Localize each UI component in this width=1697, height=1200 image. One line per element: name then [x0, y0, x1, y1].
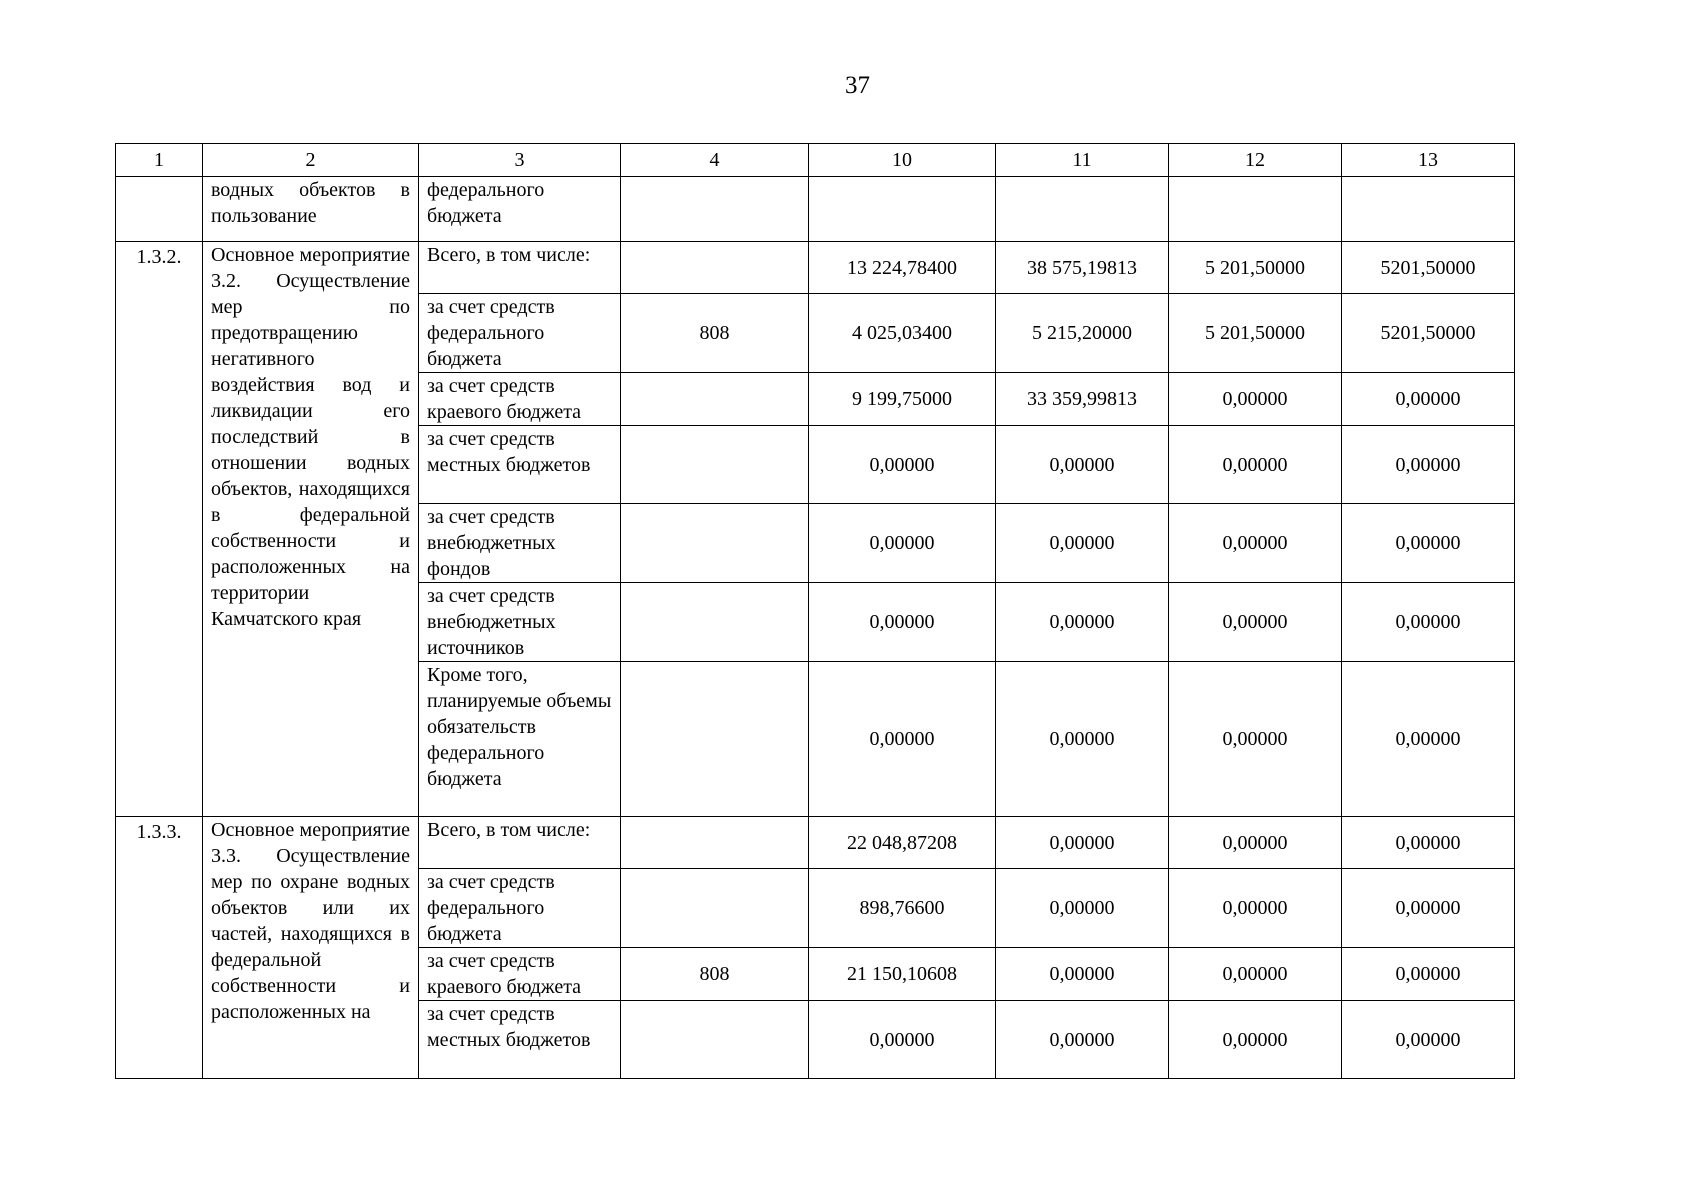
funding-source-cell: за счет средств местных бюджетов — [419, 1001, 621, 1079]
value-cell: 0,00000 — [1342, 662, 1515, 817]
code-cell — [621, 1001, 809, 1079]
funding-source-cell: Кроме того, планируемые объемы обязательств федерального бюджета — [419, 662, 621, 817]
value-cell: 0,00000 — [996, 426, 1169, 504]
funding-source-cell: за счет средств краевого бюджета — [419, 948, 621, 1001]
value-cell: 0,00000 — [1342, 373, 1515, 426]
page-number: 37 — [845, 72, 870, 99]
value-cell: 5 201,50000 — [1169, 242, 1342, 294]
header-cell: 1 — [116, 144, 203, 177]
measure-name-cell: Основное мероприятие 3.2. Осуществление мер по предотвращению негативного воздействия вод и ликвидации его последствий в отношении водных объектов, находящихся в федеральной собственности и расположенных на территории Камчатского края — [203, 242, 419, 817]
value-cell: 0,00000 — [1342, 817, 1515, 869]
value-cell: 0,00000 — [809, 426, 996, 504]
value-cell: 0,00000 — [1169, 817, 1342, 869]
header-cell: 13 — [1342, 144, 1515, 177]
value-cell: 21 150,10608 — [809, 948, 996, 1001]
code-cell — [621, 373, 809, 426]
measure-name-cell: Основное мероприятие 3.3. Осуществление мер по охране водных объектов или их частей, находящихся в федеральной собственности и расположенных на — [203, 817, 419, 1079]
value-cell: 0,00000 — [809, 583, 996, 662]
measure-name-cell: водных объектов в пользование — [203, 177, 419, 242]
code-cell — [621, 869, 809, 948]
value-cell: 0,00000 — [1169, 426, 1342, 504]
value-cell: 0,00000 — [1342, 1001, 1515, 1079]
value-cell: 0,00000 — [1169, 662, 1342, 817]
header-cell: 4 — [621, 144, 809, 177]
value-cell: 5 215,20000 — [996, 294, 1169, 373]
value-cell — [996, 177, 1169, 242]
value-cell: 0,00000 — [1342, 504, 1515, 583]
header-cell: 2 — [203, 144, 419, 177]
value-cell: 13 224,78400 — [809, 242, 996, 294]
value-cell: 5201,50000 — [1342, 242, 1515, 294]
value-cell: 0,00000 — [1169, 583, 1342, 662]
value-cell — [1169, 177, 1342, 242]
value-cell: 0,00000 — [1169, 948, 1342, 1001]
value-cell: 0,00000 — [809, 504, 996, 583]
code-cell — [621, 583, 809, 662]
row-number-cell: 1.3.2. — [116, 242, 203, 817]
funding-source-cell: за счет средств федерального бюджета — [419, 869, 621, 948]
funding-source-cell: за счет средств местных бюджетов — [419, 426, 621, 504]
funding-source-cell: за счет средств внебюджетных фондов — [419, 504, 621, 583]
value-cell: 0,00000 — [809, 662, 996, 817]
value-cell: 0,00000 — [996, 662, 1169, 817]
value-cell: 0,00000 — [1169, 373, 1342, 426]
value-cell: 9 199,75000 — [809, 373, 996, 426]
value-cell: 33 359,99813 — [996, 373, 1169, 426]
code-cell — [621, 242, 809, 294]
funding-source-cell: за счет средств федерального бюджета — [419, 294, 621, 373]
value-cell: 5 201,50000 — [1169, 294, 1342, 373]
funding-source-cell: Всего, в том числе: — [419, 817, 621, 869]
funding-source-cell: за счет средств краевого бюджета — [419, 373, 621, 426]
value-cell — [809, 177, 996, 242]
code-cell — [621, 177, 809, 242]
budget-table — [115, 143, 1515, 1079]
header-cell: 11 — [996, 144, 1169, 177]
header-cell: 10 — [809, 144, 996, 177]
code-cell: 808 — [621, 948, 809, 1001]
value-cell: 22 048,87208 — [809, 817, 996, 869]
code-cell — [621, 504, 809, 583]
funding-source-cell: федерального бюджета — [419, 177, 621, 242]
continuation-row — [116, 177, 1515, 242]
row-number-cell — [116, 177, 203, 242]
value-cell: 0,00000 — [996, 869, 1169, 948]
code-cell — [621, 426, 809, 504]
value-cell: 0,00000 — [1342, 426, 1515, 504]
value-cell: 0,00000 — [996, 817, 1169, 869]
value-cell: 0,00000 — [1342, 948, 1515, 1001]
table-row — [116, 817, 1515, 869]
value-cell: 0,00000 — [996, 1001, 1169, 1079]
table-row — [116, 242, 1515, 294]
header-row — [116, 144, 1515, 177]
value-cell: 898,76600 — [809, 869, 996, 948]
value-cell: 0,00000 — [1169, 869, 1342, 948]
code-cell — [621, 817, 809, 869]
value-cell — [1342, 177, 1515, 242]
value-cell: 0,00000 — [1342, 869, 1515, 948]
value-cell: 0,00000 — [996, 583, 1169, 662]
header-cell: 3 — [419, 144, 621, 177]
header-cell: 12 — [1169, 144, 1342, 177]
value-cell: 0,00000 — [809, 1001, 996, 1079]
value-cell: 0,00000 — [996, 948, 1169, 1001]
value-cell: 0,00000 — [1169, 1001, 1342, 1079]
value-cell: 38 575,19813 — [996, 242, 1169, 294]
value-cell: 0,00000 — [1342, 583, 1515, 662]
code-cell: 808 — [621, 294, 809, 373]
value-cell: 0,00000 — [1169, 504, 1342, 583]
funding-source-cell: за счет средств внебюджетных источников — [419, 583, 621, 662]
code-cell — [621, 662, 809, 817]
value-cell: 0,00000 — [996, 504, 1169, 583]
row-number-cell: 1.3.3. — [116, 817, 203, 1079]
value-cell: 4 025,03400 — [809, 294, 996, 373]
value-cell: 5201,50000 — [1342, 294, 1515, 373]
funding-source-cell: Всего, в том числе: — [419, 242, 621, 294]
